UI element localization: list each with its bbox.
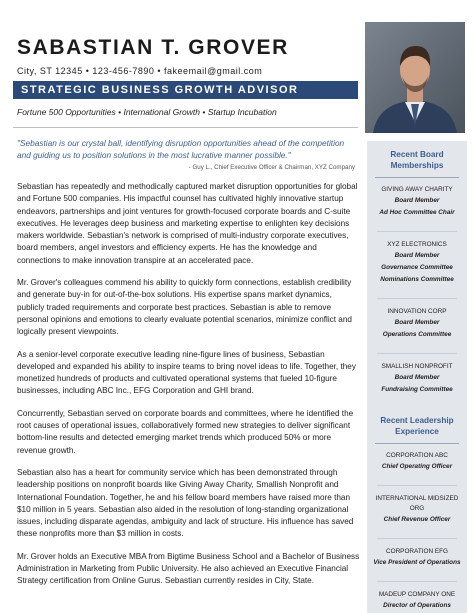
- leadership-role: Vice President of Operations: [373, 559, 461, 566]
- leadership-item: [367, 590, 467, 612]
- headshot-image: [365, 22, 465, 133]
- item-divider: [377, 581, 457, 582]
- leadership-role: Chief Operating Officer: [381, 463, 453, 470]
- item-divider: [377, 353, 457, 354]
- resume-name: SABASTIAN T. GROVER: [17, 36, 289, 59]
- board-item: [367, 240, 467, 286]
- leadership-org: CORPORATION ABC: [386, 452, 448, 459]
- leadership-role: Director of Operations: [383, 602, 451, 609]
- bio-section: [17, 181, 360, 598]
- board-role: Board Member: [394, 374, 440, 381]
- tagline: Fortune 500 Opportunities • International Growth • Startup Incubation: [17, 107, 277, 117]
- leadership-org: CORPORATION EFG: [385, 548, 448, 555]
- item-divider: [377, 298, 457, 299]
- header-divider: [13, 127, 358, 128]
- item-divider: [377, 538, 457, 539]
- testimonial-attribution: - Guy L., Chief Executive Officer & Chairman, XYZ Company: [188, 164, 355, 171]
- board-org: SMALLISH NONPROFIT: [381, 363, 453, 370]
- board-role: Board Member: [394, 197, 440, 204]
- board-item: [367, 185, 467, 219]
- leadership-experience-panel: [367, 407, 467, 613]
- item-divider: [377, 485, 457, 486]
- bio-paragraph: Concurrently, Sebastian served on corporate boards and committees, where he identified the root causes of operational issues, collaboratively formed new strategies to deliver significant bottom-line results and detected emerging market trends which produced 50% or more revenue growth.: [17, 408, 354, 455]
- board-role: Board Member: [394, 319, 440, 326]
- panel-divider: [375, 177, 459, 178]
- panel-divider: [375, 443, 459, 444]
- testimonial-quote: "Sebastian is our crystal ball, identifying disruption opportunities ahead of the competition and guiding us to position solutions in the most lucrative manner possible.": [17, 138, 345, 160]
- bio-paragraph: Sebastian also has a heart for community service which has been demonstrated through leadership positions on nonprofit boards like Giving Away Charity, Smallish Nonprofit and International Foundation. Together, he and his fellow board members have raised more than $10 million in 5 years. Sebastian also aided in the resolution of long-standing organizational issues, including disparate agendas, ambiguity and lack of structure. His influence has saved these nonprofits more than $3 million in costs.: [17, 467, 354, 539]
- board-role: Fundraising Committee: [381, 386, 453, 393]
- bio-paragraph: As a senior-level corporate executive leading nine-figure lines of business, Sebastian developed and expanded his ability to inspire teams to bring novel ideas to life. Together, they monetized hundreds of products and cultivated operational systems that fueled 10-figure businesses, including ABC Inc., EFG Corporation and GHI brand.: [17, 349, 356, 396]
- contact-line: City, ST 12345 • 123-456-7890 • fakeemail@gmail.com: [17, 66, 263, 76]
- board-item: [367, 307, 467, 341]
- board-org: GIVING AWAY CHARITY: [381, 186, 453, 193]
- bio-paragraph: Sebastian has repeatedly and methodically captured market disruption opportunities for global and Fortune 500 companies. His impactful counsel has cultivated highly innovative startup endeavors, partnerships and joint ventures for growth-focused corporate boards and C-suite executives. He leverages deep business and marketing expertise to enlighten key decisions makers worldwide. Sebastian's network is comprised of multi-industry corporate executives, board members, angel investors and efficiency experts. He has the knowledge and connections to make innovation transpire at an accelerated pace.: [17, 182, 358, 265]
- professional-title-banner: STRATEGIC BUSINESS GROWTH ADVISOR: [13, 81, 358, 99]
- board-memberships-heading: Recent Board Memberships: [390, 150, 444, 170]
- leadership-role: Chief Revenue Officer: [383, 516, 451, 523]
- board-role: Nominations Committee: [380, 276, 454, 283]
- board-role: Governance Committee: [381, 264, 453, 271]
- bio-paragraph: Mr. Grover holds an Executive MBA from Bigtime Business School and a Bachelor of Business Administration in Marketing from Public University. He also achieved an Executive Financial Strategy certification from Online Gurus. Sebastian currently resides in City, State.: [17, 551, 360, 586]
- board-memberships-panel: [367, 141, 467, 409]
- board-role: Ad Hoc Committee Chair: [379, 209, 455, 216]
- leadership-item: [367, 451, 467, 473]
- item-divider: [377, 231, 457, 232]
- leadership-item: [367, 547, 467, 569]
- bio-paragraph: Mr. Grover's colleagues commend his ability to quickly form connections, establish credibility and generate buy-in for out-of-the-box solutions. His expertise spans market dynamics, publicly traded requirements and corporate best practices. Sebastian is able to remove personal opinions and emotions to clearly evaluate potential scenarios, minimize conflict and logically present viewpoints.: [17, 278, 352, 337]
- leadership-org: MADEUP COMPANY ONE: [378, 591, 456, 598]
- board-role: Board Member: [394, 252, 440, 259]
- board-role: Operations Committee: [382, 331, 452, 338]
- board-item: [367, 362, 467, 396]
- board-org: XYZ ELECTRONICS: [387, 241, 447, 248]
- board-org: INNOVATION CORP: [387, 308, 447, 315]
- leadership-org: INTERNATIONAL MIDSIZED ORG: [375, 495, 459, 512]
- headshot-photo: [365, 22, 465, 133]
- leadership-item: [367, 494, 467, 526]
- leadership-heading: Recent Leadership Experience: [380, 416, 454, 436]
